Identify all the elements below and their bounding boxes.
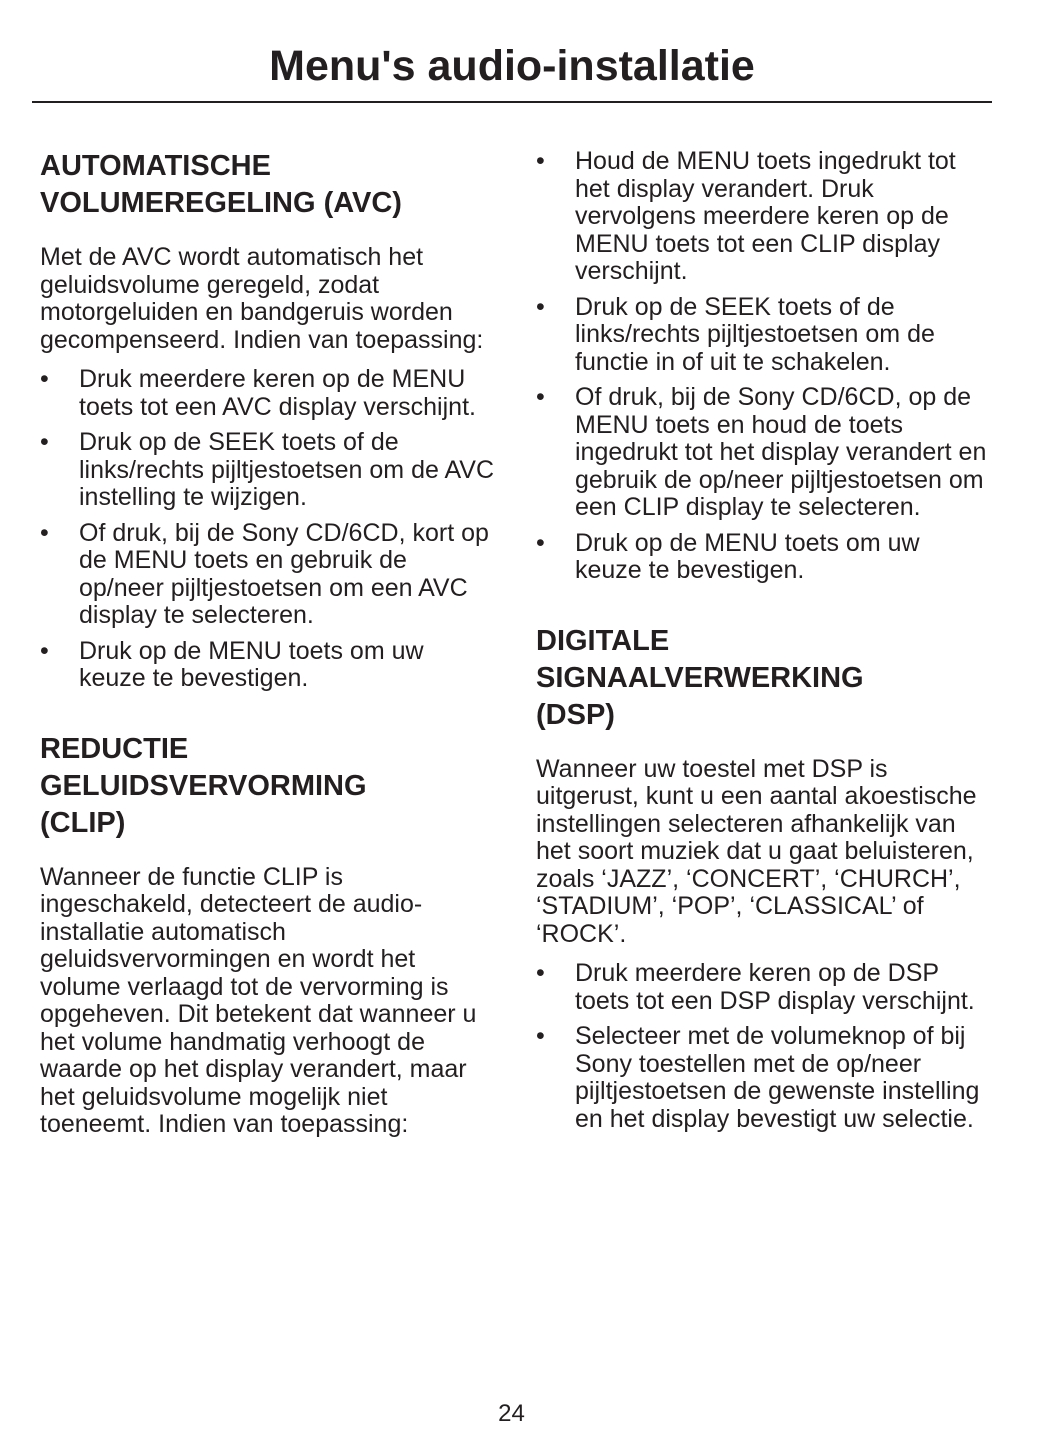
clip-bullet-list [536, 148, 992, 585]
avc-heading-line1: AUTOMATISCHE [40, 150, 271, 182]
list-item [536, 960, 992, 1015]
bullet-icon: • [40, 365, 49, 393]
list-item-text: Druk op de MENU toets om uw keuze te bevestigen. [79, 636, 424, 692]
list-item-text: Druk meerdere keren op de DSP toets tot een DSP display verschijnt. [575, 959, 975, 1015]
clip-heading-line3: (CLIP) [40, 806, 126, 839]
clip-intro: Wanneer de functie CLIP is ingeschakeld, detecteert de audio-installatie automatisch geluidsvervormingen en wordt het volume verlaagd tot de vervorming is opgeheven. Dit betekent dat wanneer u het volume handmatig verhoogt de waarde op het display verandert, maar het geluidsvolume mogelijk niet toeneemt. Indien van toepassing: [40, 862, 477, 1138]
list-item-text: Druk meerdere keren op de MENU toets tot een AVC display verschijnt. [79, 365, 476, 421]
dsp-heading-line1: DIGITALE [536, 624, 670, 657]
list-item [536, 1023, 992, 1133]
clip-heading-line2: GELUIDSVERVORMING [40, 769, 367, 802]
bullet-icon: • [536, 292, 545, 321]
list-item [40, 366, 496, 421]
list-item-text: Houd de MENU toets ingedrukt tot het display verandert. Druk vervolgens meerdere keren op de MENU toets tot een CLIP display verschijnt. [575, 147, 956, 285]
bullet-icon: • [536, 383, 545, 411]
avc-intro: Met de AVC wordt automatisch het geluidsvolume geregeld, zodat motorgeluiden en bandgeruis worden gecompenseerd. Indien van toepassing: [40, 243, 484, 354]
page-title: Menu's audio-installatie [269, 42, 755, 90]
clip-section [40, 731, 496, 1139]
avc-heading [40, 148, 496, 222]
dsp-heading-line2: SIGNAALVERWERKING [536, 661, 864, 694]
avc-heading-line2: VOLUMEREGELING (AVC) [40, 187, 402, 219]
title-divider [32, 101, 992, 103]
list-item [40, 520, 496, 630]
bullet-icon: • [536, 1022, 545, 1050]
clip-heading-line1: REDUCTIE [40, 732, 189, 765]
bullet-icon: • [40, 518, 49, 547]
clip-heading [40, 731, 496, 842]
list-item-text: Selecteer met de volumeknop of bij Sony toestellen met de op/neer pijltjestoetsen de gewenste instelling en het display bevestigt uw selectie. [575, 1022, 980, 1133]
dsp-bullet-list [536, 960, 992, 1133]
left-column [40, 148, 496, 1139]
dsp-heading-line3: (DSP) [536, 698, 615, 731]
dsp-section [536, 623, 992, 1134]
list-item [536, 294, 992, 377]
list-item [40, 429, 496, 512]
page-number: 24 [498, 1400, 525, 1427]
list-item-text: Druk op de SEEK toets of de links/rechts pijltjestoetsen om de functie in of uit te schakelen. [575, 292, 935, 376]
bullet-icon: • [40, 636, 49, 665]
bullet-icon: • [40, 428, 49, 456]
list-item [536, 148, 992, 286]
avc-section [40, 148, 496, 693]
list-item [536, 530, 992, 585]
bullet-icon: • [536, 959, 545, 987]
list-item [536, 384, 992, 522]
list-item [40, 638, 496, 693]
list-item-text: Druk op de MENU toets om uw keuze te bevestigen. [575, 528, 920, 584]
bullet-icon: • [536, 528, 545, 557]
avc-bullet-list [40, 366, 496, 693]
list-item-text: Of druk, bij de Sony CD/6CD, op de MENU toets en houd de toets ingedrukt tot het display verandert en gebruik de op/neer pijltjestoetsen om een CLIP display te selecteren. [575, 383, 987, 521]
list-item-text: Druk op de SEEK toets of de links/rechts pijltjestoetsen om de AVC instelling te wijzigen. [79, 428, 495, 511]
bullet-icon: • [536, 147, 545, 175]
right-column [536, 148, 992, 1141]
dsp-heading [536, 623, 992, 734]
list-item-text: Of druk, bij de Sony CD/6CD, kort op de MENU toets en gebruik de op/neer pijltjestoetsen om een AVC display te selecteren. [79, 518, 489, 629]
dsp-intro: Wanneer uw toestel met DSP is uitgerust, kunt u een aantal akoestische instellingen selecteren afhankelijk van het soort muziek dat u gaat beluisteren, zoals ‘JAZZ’, ‘CONCERT’, ‘CHURCH’, ‘STADIUM’, ‘POP’, ‘CLASSICAL’ of ‘ROCK’. [536, 754, 977, 948]
